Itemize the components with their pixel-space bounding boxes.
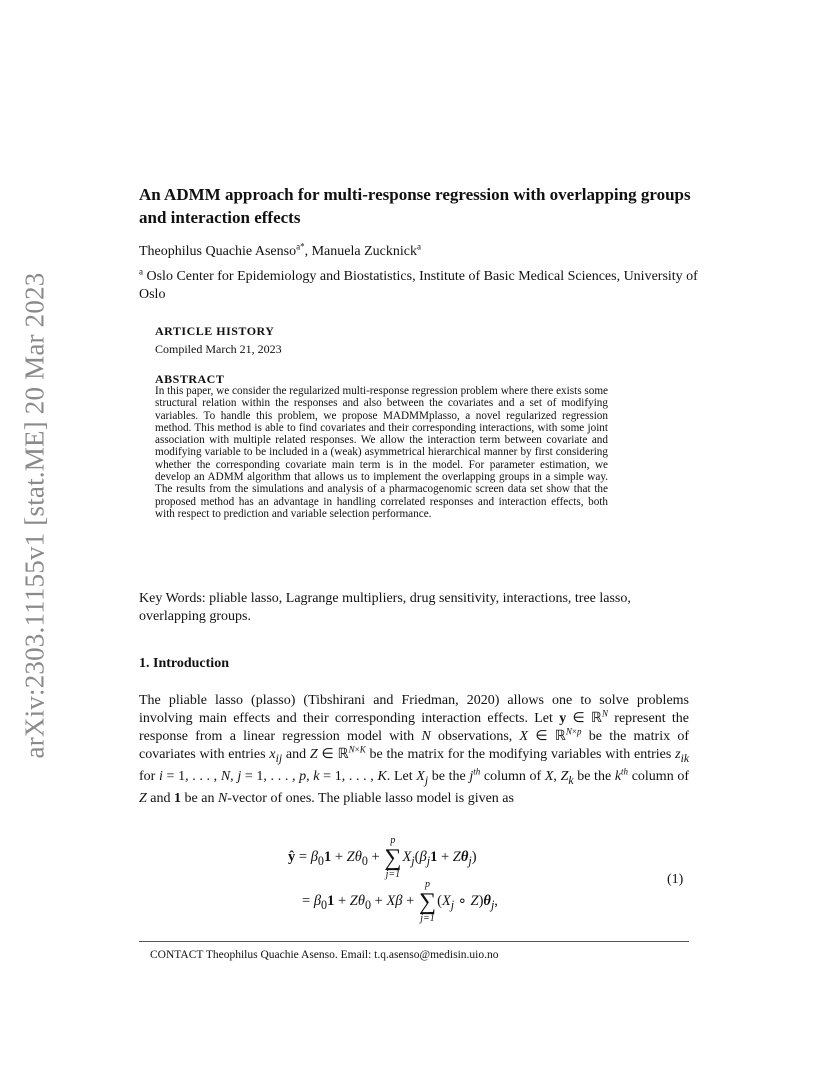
compiled-date: Compiled March 21, 2023 [155,342,282,356]
intro-text: and [282,747,310,763]
math-inline: Z [139,791,147,807]
intro-text: . Let [386,769,417,785]
math-inline: Z ∈ ℝ$^{N\times K}$ [309,744,366,763]
abstract-heading: ABSTRACT [155,372,225,386]
intro-text: The pliable lasso (plasso) (Tibshirani and Friedman, 2020) allows one to solve problems involving main effects and their corresponding interaction effects. Let [139,693,689,727]
affiliation [139,268,699,304]
math-inline: $x_{ij}$ [269,747,283,766]
intro-text: be an [181,791,218,807]
affiliation-mark: a [139,266,143,277]
math-inline: $j^{th}$ [469,766,481,785]
contact-footnote: CONTACT Theophilus Quachie Asenso. Email: t.q.asenso@medisin.uio.no [150,949,499,961]
intro-text: be the [428,769,470,785]
author-2-mark: a [416,241,421,252]
math-inline: N [217,791,228,807]
arxiv-id-text: arXiv:2303.11155v1 [stat.ME] 20 Mar 2023 [19,272,50,758]
affiliation-text: Oslo Center for Epidemiology and Biostatistics, Institute of Basic Medical Sciences, University of Oslo [139,269,698,302]
equation-number: (1) [667,872,684,887]
equation-line-2: = $\beta_01 + Z\theta_0 + X\beta$ + p ∑ j=1 ($X_j$ ∘ $Z)\theta_j$, [302,879,498,924]
arxiv-side-identifier [12,272,58,758]
intro-text: observations, [430,729,520,745]
author-1: Theophilus Quachie Asenso [139,244,297,259]
paper-title: An ADMM approach for multi-response regression with overlapping groups and interaction effects [139,185,691,227]
footnote-rule [139,941,689,942]
intro-text: column of [628,769,689,785]
intro-text: -vector of ones. The pliable lasso model is given as [227,791,514,807]
article-history-heading: ARTICLE HISTORY [155,324,275,338]
math-inline: y ∈ ℝ$^N$ [559,708,609,727]
math-inline: 1 [174,791,182,807]
math-inline: X ∈ ℝ$^{N\times p}$ [519,726,582,745]
math-inline: N [421,729,431,745]
math-inline: $z_{ik}$ [675,747,690,766]
math-inline: $k^{th}$ [614,766,629,785]
intro-text: column of [480,769,545,785]
intro-text: for [139,769,159,785]
author-list [139,241,421,260]
equation-line-1: ŷ = $\beta_01 + Z\theta_0$ + p ∑ j=1 $X_j(\beta_j1 + Z\theta_j)$ [288,835,477,880]
introduction-paragraph [139,692,689,808]
intro-text: be the [573,769,615,785]
abstract-body: In this paper, we consider the regularized multi-response regression problem where there exists some structural relation within the responses and also between the covariates and a set of modifying variables. To handle this problem, we propose MADMMplasso, a novel regularized regression method. This method is able to find covariates and their corresponding interactions, with some joint association with multiple related responses. We allow the interaction term between covariate and modifying variable to be included in a (weak) asymmetrical hierarchical manner by first considering whether the corresponding covariate main term is in the model. For parameter estimation, we develop an ADMM algorithm that allows us to implement the overlapping groups in a simple way. The results from the simulations and analysis of a pharmacogenomic screen data set show that the proposed method has an advantage in handling correlated responses and interaction effects, both with respect to prediction and variable selection performance. [155,385,608,520]
author-separator: , [304,244,312,259]
intro-text: be the matrix for the modifying variables with entries [365,747,676,763]
intro-text: be the matrix of covariates with entries [139,729,689,763]
author-2: Manuela Zucknick [311,244,417,259]
keywords: Key Words: pliable lasso, Lagrange multipliers, drug sensitivity, interactions, tree lasso, overlapping groups. [139,591,631,624]
intro-text: represent the response from a linear regression model with [139,711,689,745]
math-inline: i = 1, . . . , N, j = 1, . . . , p, k = 1, . . . , K [158,769,387,785]
math-inline: $X_j$ [416,769,429,787]
intro-text: and [146,791,175,807]
author-1-mark: a* [296,241,305,252]
math-inline: X, $Z_k$ [544,769,574,787]
section-heading-introduction: 1. Introduction [139,656,229,671]
